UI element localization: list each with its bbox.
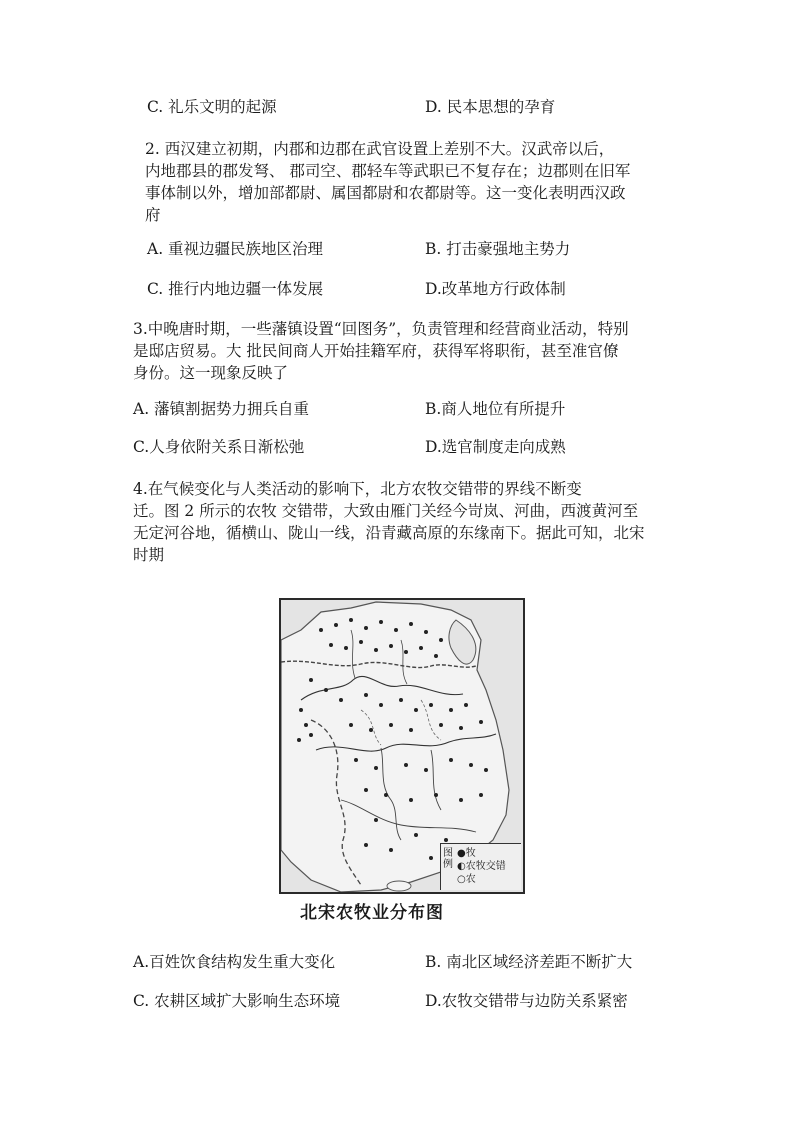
q4-stem-line: 4.在气候变化与人类活动的影响下，北方农牧交错带的界线不断变 xyxy=(133,480,582,498)
q3-option-a: A. 藩镇割据势力拥兵自重 xyxy=(133,400,310,418)
map-island xyxy=(387,881,411,891)
q3-option-b: B.商人地位有所提升 xyxy=(425,400,566,418)
q1-option-d: D. 民本思想的孕育 xyxy=(425,98,556,116)
map-legend xyxy=(440,843,521,890)
q2-option-a: A. 重视边疆民族地区治理 xyxy=(147,240,324,258)
q3-stem xyxy=(133,318,629,384)
q2-stem-line: 2. 西汉建立初期，内郡和边郡在武官设置上差别不大。汉武帝以后， xyxy=(145,140,615,158)
q4-option-d: D.农牧交错带与边防关系紧密 xyxy=(425,992,628,1010)
q4-option-a: A.百姓饮食结构发生重大变化 xyxy=(133,953,336,971)
q4-stem-line: 无定河谷地，循横山、陇山一线，沿青藏高原的东缘南下。据此可知，北宋 xyxy=(133,524,645,542)
legend-title: 图例 xyxy=(443,848,453,870)
q4-option-c: C. 农耕区域扩大影响生态环境 xyxy=(133,992,341,1010)
q2-stem xyxy=(145,138,630,226)
q3-stem-line: 是邸店贸易。大 批民间商人开始挂籍军府，获得军将职衔，甚至准官僚 xyxy=(133,342,619,360)
q2-stem-line: 内地郡县的郡发弩、 郡司空、郡轻车等武职已不复存在；边郡则在旧军 xyxy=(145,162,631,180)
q2-option-c: C. 推行内地边疆一体发展 xyxy=(147,280,324,298)
q3-stem-line: 身份。这一现象反映了 xyxy=(133,364,289,382)
q4-option-b: B. 南北区域经济差距不断扩大 xyxy=(425,953,633,971)
q4-stem-line: 迁。图 2 所示的农牧 交错带，大致由雁门关经今岢岚、河曲，西渡黄河至 xyxy=(133,502,639,520)
q1-option-c: C. 礼乐文明的起源 xyxy=(147,98,277,116)
q4-stem xyxy=(133,478,645,566)
q3-stem-line: 3.中晚唐时期，一些藩镇设置“回图务”，负责管理和经营商业活动，特别 xyxy=(133,320,629,338)
q4-stem-line: 时期 xyxy=(133,546,165,564)
q2-option-d: D.改革地方行政体制 xyxy=(425,280,566,298)
q3-option-c: C.人身依附关系日渐松弛 xyxy=(133,438,305,456)
legend-item: ●牧 xyxy=(457,848,476,859)
q2-option-b: B. 打击豪强地主势力 xyxy=(425,240,571,258)
figure-caption: 北宋农牧业分布图 xyxy=(300,903,444,923)
legend-item: ◐农牧交错 xyxy=(457,861,506,872)
q3-option-d: D.选官制度走向成熟 xyxy=(425,438,566,456)
q2-stem-line: 事体制以外，增加部都尉、属国都尉和农都尉等。这一变化表明西汉政 xyxy=(145,184,626,202)
legend-item: ○农 xyxy=(457,874,476,885)
q2-stem-line: 府 xyxy=(145,206,161,224)
